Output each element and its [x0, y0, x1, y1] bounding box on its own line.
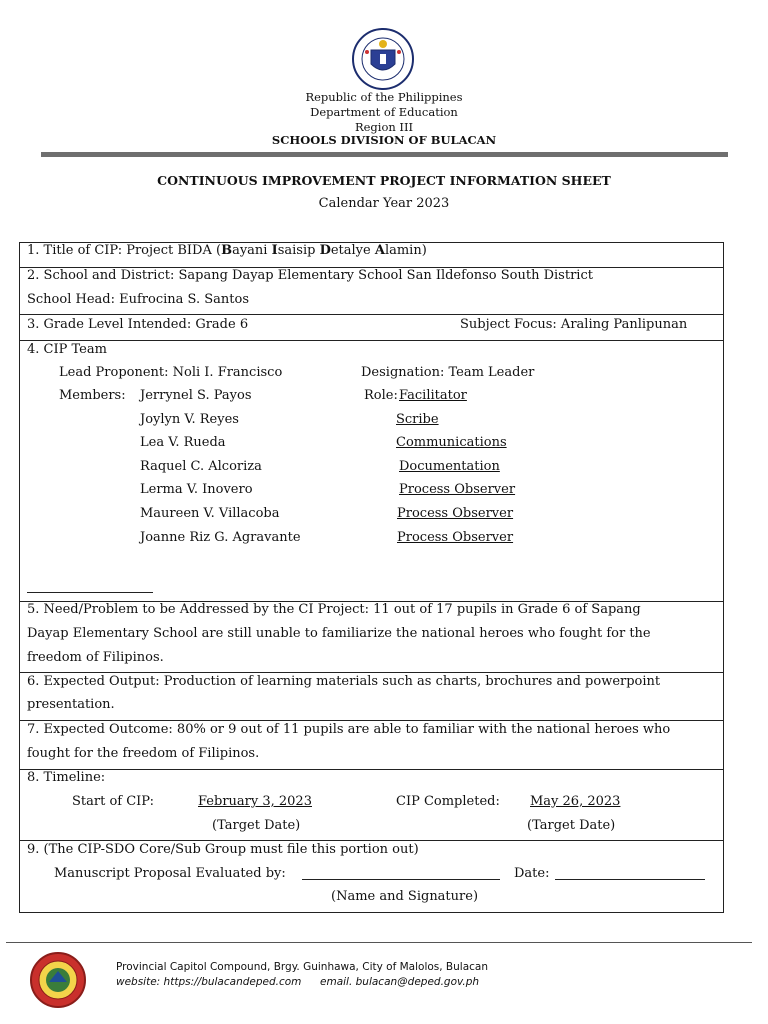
row-divider [19, 314, 724, 315]
member-name: Joanne Riz G. Agravante [140, 530, 301, 545]
evaluation-date-field[interactable] [555, 879, 705, 880]
row-divider [19, 720, 724, 721]
member-name: Lea V. Rueda [140, 435, 226, 450]
evaluated-by-label: Manuscript Proposal Evaluated by: [54, 866, 286, 881]
header-department: Department of Education [310, 105, 458, 119]
member-role: Facilitator [399, 388, 467, 403]
cip-title: 1. Title of CIP: Project BIDA (Bayani Isaisip Detalye Alamin) [27, 243, 427, 258]
expected-output-line2: presentation. [27, 697, 115, 712]
deped-seal-logo [347, 28, 419, 90]
row-divider [19, 340, 724, 341]
timeline-heading: 8. Timeline: [27, 770, 106, 785]
header-country: Republic of the Philippines [305, 90, 463, 104]
subject-focus: Subject Focus: Araling Panlipunan [460, 317, 688, 332]
header-divider [41, 152, 728, 157]
footer-divider [6, 942, 752, 943]
need-problem-line2: Dayap Elementary School are still unable to familiarize the national heroes who fought for the [27, 626, 651, 641]
row-divider [19, 840, 724, 841]
lead-designation: Designation: Team Leader [361, 365, 535, 380]
blank-line [27, 592, 153, 593]
member-name: Joylyn V. Reyes [140, 412, 239, 427]
member-name: Raquel C. Alcoriza [140, 459, 262, 474]
members-label: Members: [59, 388, 126, 403]
evaluation-heading: 9. (The CIP-SDO Core/Sub Group must file this portion out) [27, 842, 419, 857]
start-date: February 3, 2023 [198, 794, 312, 809]
role-label: Role: [364, 388, 398, 403]
member-role: Process Observer [399, 482, 516, 497]
cip-team-heading: 4. CIP Team [27, 342, 107, 357]
need-problem-line1: 5. Need/Problem to be Addressed by the CI Project: 11 out of 17 pupils in Grade 6 of Sapang [27, 602, 641, 617]
expected-outcome-line2: fought for the freedom of Filipinos. [27, 746, 260, 761]
target-date-end: (Target Date) [527, 818, 616, 833]
member-role: Documentation [399, 459, 500, 474]
footer-email[interactable]: email. bulacan@deped.gov.ph [320, 976, 480, 988]
sdo-bulacan-logo [27, 951, 89, 1009]
member-role: Process Observer [397, 530, 514, 545]
header-region: Region III [354, 120, 414, 134]
need-problem-line3: freedom of Filipinos. [27, 650, 164, 665]
footer-website[interactable]: website: https://bulacandeped.com [116, 976, 302, 988]
expected-output-line1: 6. Expected Output: Production of learning materials such as charts, brochures and powerpoint [27, 674, 661, 689]
date-label: Date: [514, 866, 550, 881]
member-role: Scribe [396, 412, 439, 427]
evaluator-signature-field[interactable] [302, 879, 500, 880]
row-divider [19, 672, 724, 673]
member-role: Process Observer [397, 506, 514, 521]
school-district: 2. School and District: Sapang Dayap Elementary School San Ildefonso South District [27, 268, 593, 283]
row-divider [19, 769, 724, 770]
member-name: Jerrynel S. Payos [140, 388, 252, 403]
target-date-start: (Target Date) [212, 818, 301, 833]
completed-date: May 26, 2023 [530, 794, 621, 809]
name-signature-caption: (Name and Signature) [331, 889, 479, 904]
footer-address: Provincial Capitol Compound, Brgy. Guinhawa, City of Malolos, Bulacan [116, 961, 489, 973]
member-name: Lerma V. Inovero [140, 482, 253, 497]
header-division: SCHOOLS DIVISION OF BULACAN [271, 133, 497, 147]
expected-outcome-line1: 7. Expected Outcome: 80% or 9 out of 11 pupils are able to familiar with the national heroes who [27, 722, 671, 737]
lead-proponent: Lead Proponent: Noli I. Francisco [59, 365, 283, 380]
grade-level: 3. Grade Level Intended: Grade 6 [27, 317, 249, 332]
document-subtitle: Calendar Year 2023 [318, 196, 450, 211]
completed-label: CIP Completed: [396, 794, 500, 809]
start-label: Start of CIP: [72, 794, 154, 809]
member-role: Communications [396, 435, 507, 450]
school-head: School Head: Eufrocina S. Santos [27, 292, 249, 307]
form-table [19, 242, 724, 913]
document-title: CONTINUOUS IMPROVEMENT PROJECT INFORMATION SHEET [157, 173, 611, 188]
member-name: Maureen V. Villacoba [140, 506, 280, 521]
